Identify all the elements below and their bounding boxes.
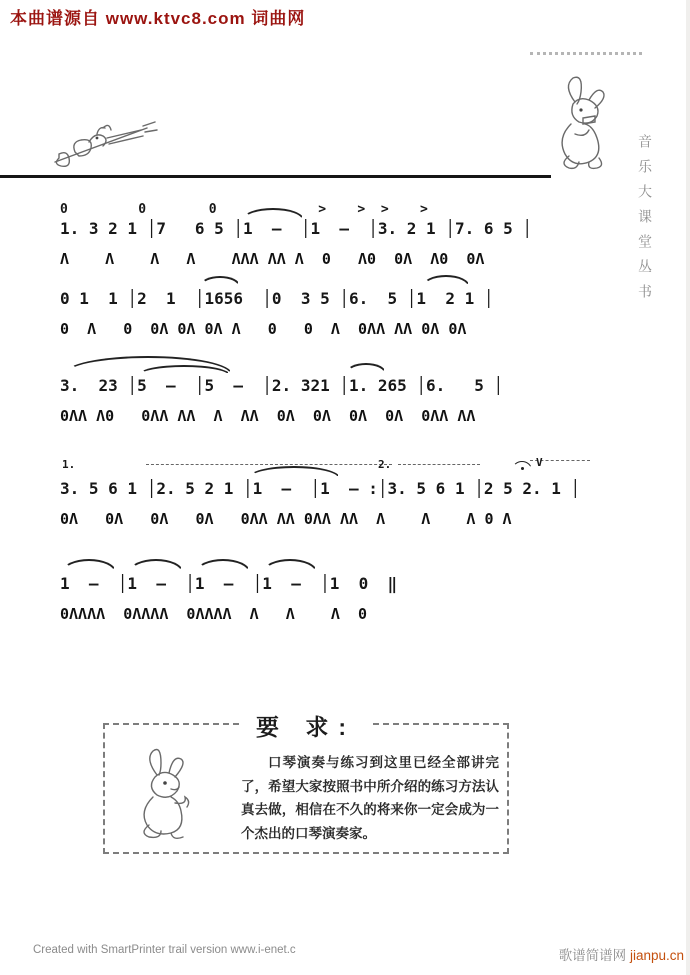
source-notice: 本曲谱源自 www.ktvc8.com 词曲网 [10, 9, 306, 28]
rabbit-harmonica-sketch [545, 72, 625, 174]
volta-2-label: 2. [378, 458, 392, 471]
articulation-row: 0 Λ 0 0Λ 0Λ 0Λ Λ 0 0 Λ 0ΛΛ ΛΛ 0Λ 0Λ [60, 320, 467, 338]
slur-arc [62, 559, 116, 572]
notes-row: 3. 5 6 1 │2. 5 2 1 │1 — │1 — :│3. 5 6 1 │2 5 2. 1 │ [60, 479, 581, 498]
articulation-row: 0ΛΛ Λ0 0ΛΛ ΛΛ Λ ΛΛ 0Λ 0Λ 0Λ 0Λ 0ΛΛ ΛΛ [60, 407, 476, 425]
site-watermark [559, 944, 684, 964]
breath-mark: V [536, 456, 543, 469]
music-system-4 [60, 456, 620, 528]
volta-2-bracket [398, 464, 480, 465]
series-title-vertical: 音乐大课堂丛书 [636, 134, 651, 309]
rabbit-illustration [127, 743, 205, 841]
volta-1-label: 1. [62, 458, 76, 471]
notes-row: 0 1 1 │2 1 │1656 │0 3 5 │6. 5 │1 2 1 │ [60, 289, 494, 308]
music-system-5 [60, 573, 620, 623]
articulation-row: 0Λ 0Λ 0Λ 0Λ 0ΛΛ ΛΛ 0ΛΛ ΛΛ Λ Λ Λ 0 Λ [60, 510, 512, 528]
page-divider-rule [0, 175, 551, 178]
slur-arc [200, 276, 240, 286]
slur-arc [346, 363, 386, 373]
music-system-2 [60, 288, 620, 338]
ornament-row: 0 0 0 > > > > [60, 202, 428, 217]
scan-dashed-line [530, 52, 642, 55]
slur-arc [196, 559, 250, 572]
volta-1-bracket [146, 464, 392, 465]
rabbit-violin-sketch [45, 112, 160, 174]
slur-arc [129, 559, 183, 572]
requirements-box [103, 714, 509, 854]
notes-row: 1. 3 2 1 │7 6 5 │1 — │1 — │3. 2 1 │7. 6 5 │ [60, 219, 533, 238]
notes-row: 3. 23 │5 — │5 — │2. 321 │1. 265 │6. 5 │ [60, 376, 504, 395]
slur-arc [422, 275, 470, 287]
site-domain: jianpu.cn [629, 948, 684, 963]
generator-watermark: Created with SmartPrinter trail version www.i-enet.c [33, 944, 296, 956]
music-system-3 [60, 375, 620, 425]
site-name: 歌谱简谱网 [558, 948, 627, 963]
requirements-text: 口琴演奏与练习到这里已经全部讲完了，希望大家按照书中所介绍的练习方法认真去做，相信在不久的将来你一定会成为一个杰出的口琴演奏家。 [241, 755, 499, 841]
scan-edge-shadow [686, 0, 690, 975]
slur-arc [248, 466, 340, 478]
requirements-title: 要 求: [242, 709, 370, 742]
articulation-row: Λ Λ Λ Λ ΛΛΛ ΛΛ Λ 0 Λ0 0Λ Λ0 0Λ [60, 250, 485, 268]
notes-row: 1 — │1 — │1 — │1 — │1 0 ‖ [60, 574, 398, 593]
articulation-row: 0ΛΛΛΛ 0ΛΛΛΛ 0ΛΛΛΛ Λ Λ Λ 0 [60, 605, 368, 623]
fermata-dot-icon [521, 467, 524, 470]
slur-arc [263, 559, 317, 572]
music-system-1 [60, 202, 620, 268]
